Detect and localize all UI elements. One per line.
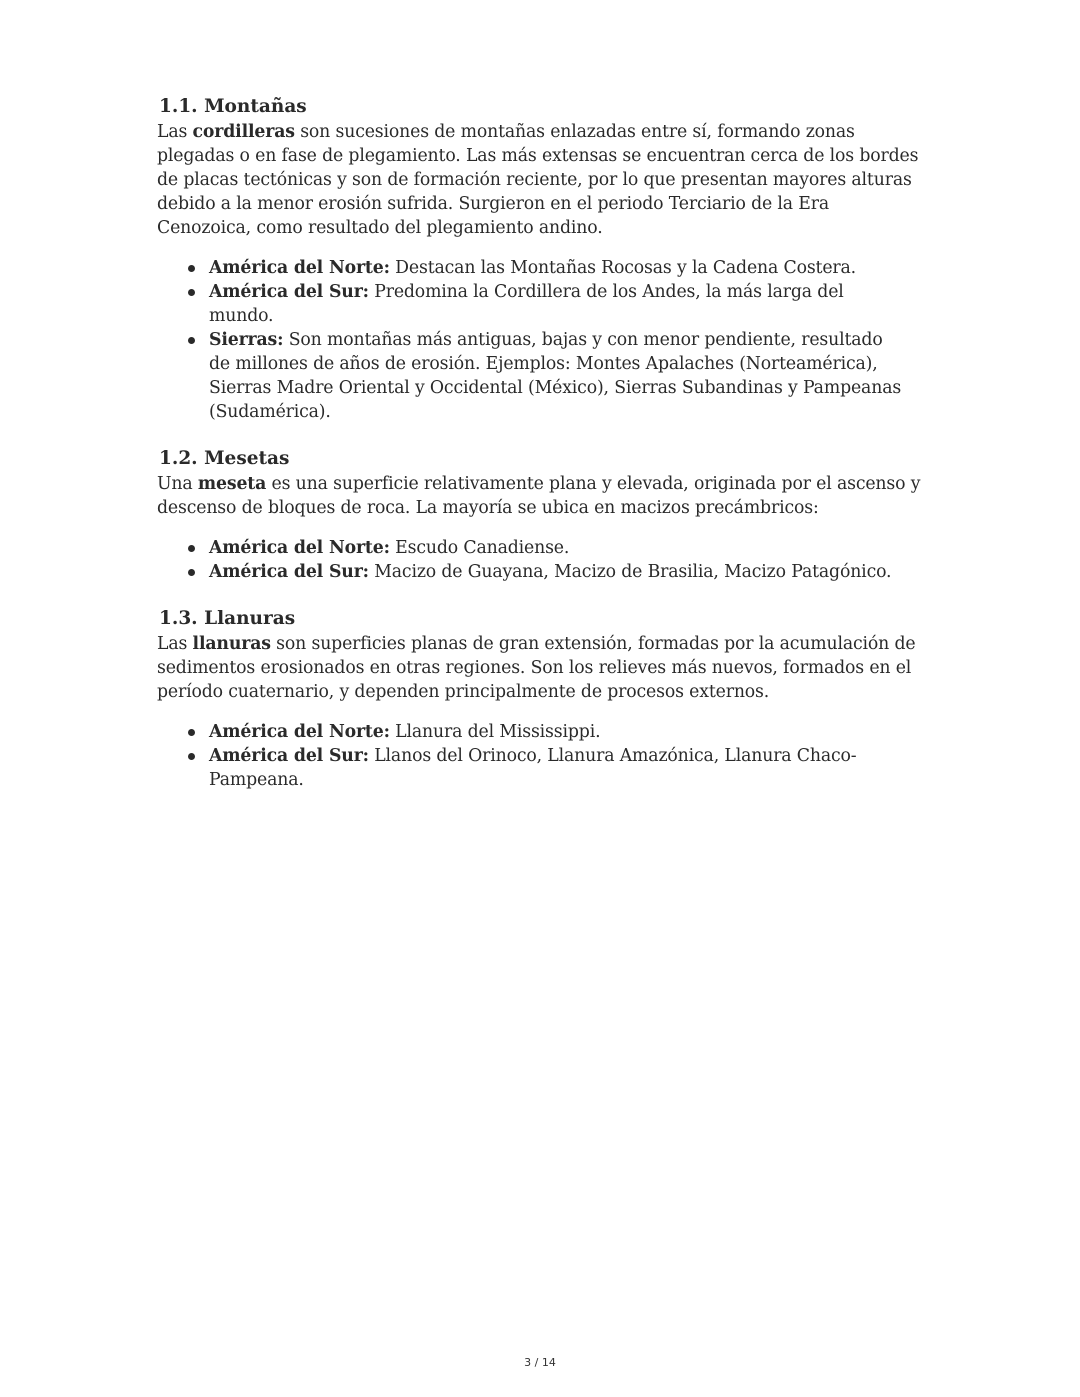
list-item (209, 744, 927, 792)
section-heading: 1.3. Llanuras (159, 608, 296, 629)
list-item-text: Llanos del Orinoco, Llanura Amazónica, Llanura Chaco-Pampeana. (209, 746, 857, 790)
bullet-icon (188, 545, 195, 552)
bullet-icon (188, 289, 195, 296)
paragraph-text: son sucesiones de montañas enlazadas entre sí, formando zonas plegadas o en fase de plegamiento. Las más extensas se encuentran cerca de los bordes de placas tectónicas y son de formación reciente, por lo que presentan mayores alturas debido a la menor erosión sufrida. Surgieron en el periodo Terciario de la Era Cenozoica, como resultado del plegamiento andino. (157, 122, 919, 238)
paragraph-text: Las (157, 122, 193, 142)
list-item-label: América del Sur: (209, 562, 369, 582)
bullet-icon (188, 569, 195, 576)
bullet-icon (188, 337, 195, 344)
list-item (209, 328, 927, 424)
list-item-label: América del Norte: (209, 258, 390, 278)
list-item (209, 256, 927, 280)
bullet-icon (188, 729, 195, 736)
list-item-label: América del Norte: (209, 722, 390, 742)
section-paragraph (157, 120, 927, 240)
list-item-text: Destacan las Montañas Rocosas y la Cadena Costera. (389, 258, 857, 278)
list-item-text: Son montañas más antiguas, bajas y con menor pendiente, resultado de millones de años de erosión. Ejemplos: Montes Apalaches (Norteamérica), Sierras Madre Oriental y Occidental (México), Sierras Subandinas y Pampeanas (Sudamérica). (209, 330, 902, 422)
list-item (209, 720, 927, 744)
list-item-text: Predomina la Cordillera de los Andes, la más larga del mundo. (209, 282, 844, 326)
paragraph-keyword: meseta (197, 474, 267, 494)
paragraph-keyword: llanuras (192, 634, 271, 654)
list-item-label: Sierras: (209, 330, 284, 350)
list-item (209, 280, 927, 328)
bullet-list (157, 256, 927, 424)
section-heading: 1.2. Mesetas (159, 448, 290, 469)
section-heading: 1.1. Montañas (159, 96, 307, 117)
bullet-list (157, 720, 927, 792)
list-item-label: América del Sur: (209, 282, 369, 302)
document-page (157, 94, 927, 792)
list-item-text: Llanura del Mississippi. (389, 722, 601, 742)
list-item-text: Macizo de Guayana, Macizo de Brasilia, Macizo Patagónico. (368, 562, 892, 582)
list-item-label: América del Sur: (209, 746, 369, 766)
bullet-list (157, 536, 927, 584)
paragraph-text: Las (157, 634, 193, 654)
bullet-icon (188, 753, 195, 760)
paragraph-text: es una superficie relativamente plana y elevada, originada por el ascenso y descenso de bloques de roca. La mayoría se ubica en macizos precámbricos: (157, 474, 921, 518)
section-montanas (157, 94, 927, 424)
list-item-label: América del Norte: (209, 538, 390, 558)
list-item (209, 560, 927, 584)
list-item (209, 536, 927, 560)
paragraph-text: son superficies planas de gran extensión, formadas por la acumulación de sedimentos erosionados en otras regiones. Son los relieves más nuevos, formados en el período cuaternario, y dependen principalmente de procesos externos. (157, 634, 916, 702)
paragraph-text: Una (157, 474, 198, 494)
section-llanuras (157, 606, 927, 792)
page-number: 3 / 14 (524, 1356, 556, 1369)
section-paragraph (157, 632, 927, 704)
section-mesetas (157, 446, 927, 584)
bullet-icon (188, 265, 195, 272)
section-paragraph (157, 472, 927, 520)
list-item-text: Escudo Canadiense. (389, 538, 570, 558)
paragraph-keyword: cordilleras (192, 122, 295, 142)
